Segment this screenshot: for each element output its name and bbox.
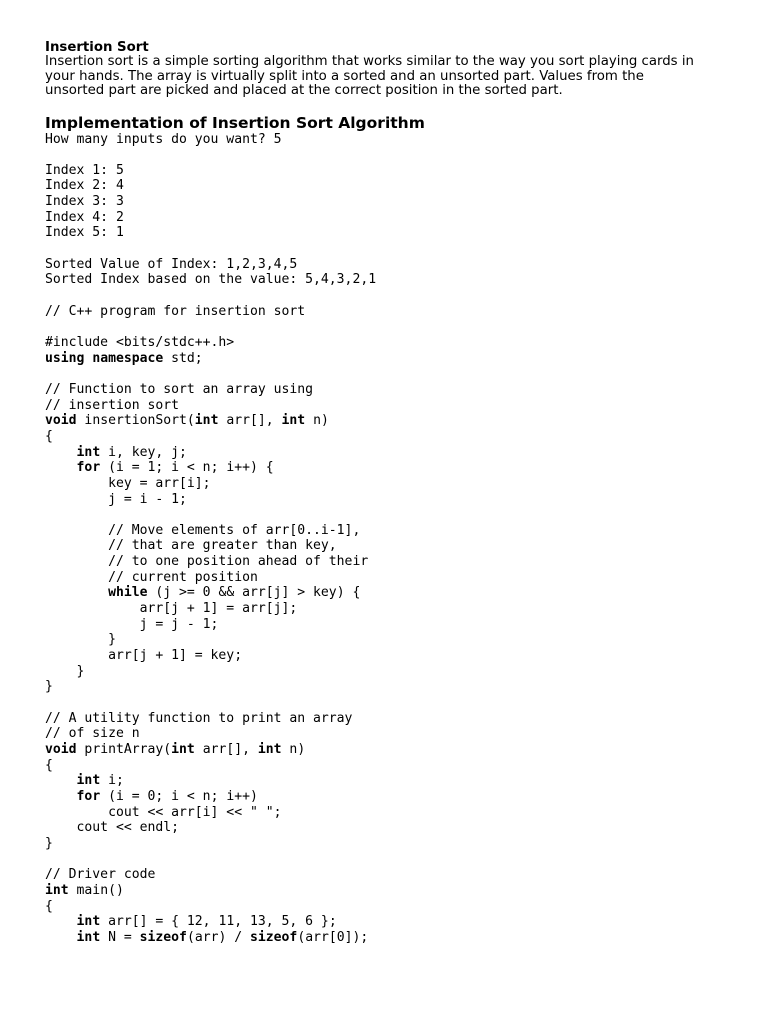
code-text: Index 2: 4 bbox=[45, 178, 124, 194]
code-text bbox=[45, 460, 77, 475]
code-line bbox=[45, 836, 735, 852]
code-text: main() bbox=[68, 882, 124, 898]
code-line bbox=[45, 570, 735, 586]
code-keyword: int bbox=[194, 413, 219, 429]
code-text: } bbox=[45, 835, 53, 851]
code-line bbox=[45, 257, 735, 273]
code-text: n) bbox=[281, 741, 306, 757]
code-line bbox=[45, 867, 735, 883]
code-text: { bbox=[45, 898, 53, 914]
code-keyword: void bbox=[45, 413, 77, 429]
code-text: cout << endl; bbox=[45, 820, 180, 836]
code-text: printArray( bbox=[76, 741, 172, 757]
code-line bbox=[45, 476, 735, 492]
code-text: } bbox=[45, 663, 85, 679]
code-text: // Move elements of arr[0..i-1], bbox=[45, 522, 361, 538]
code-line bbox=[45, 272, 735, 288]
code-text: // that are greater than key, bbox=[45, 538, 337, 554]
code-keyword: int bbox=[171, 741, 195, 757]
code-text: } bbox=[45, 632, 116, 648]
code-text: i, key, j; bbox=[100, 444, 187, 460]
code-line bbox=[45, 147, 735, 163]
code-keyword: int bbox=[257, 741, 282, 757]
code-text: Index 5: 1 bbox=[45, 225, 124, 241]
code-line bbox=[45, 695, 735, 711]
code-line bbox=[45, 773, 735, 789]
code-text: Sorted Index based on the value: 5,4,3,2,1 bbox=[45, 272, 377, 288]
code-text: (arr) / bbox=[186, 929, 251, 945]
code-text: // insertion sort bbox=[45, 397, 180, 413]
code-line bbox=[45, 178, 735, 194]
code-text: cout << arr[i] << " "; bbox=[45, 804, 282, 820]
code-text: arr[], bbox=[218, 413, 282, 429]
code-line bbox=[45, 319, 735, 335]
code-line bbox=[45, 460, 735, 476]
code-text: // of size n bbox=[45, 726, 140, 742]
code-keyword: sizeof bbox=[250, 929, 298, 945]
code-text: std; bbox=[163, 350, 203, 366]
code-text: N = bbox=[100, 929, 140, 945]
code-line bbox=[45, 523, 735, 539]
code-line bbox=[45, 225, 735, 241]
code-line bbox=[45, 742, 735, 758]
code-line bbox=[45, 288, 735, 304]
code-keyword: void bbox=[45, 741, 77, 757]
code-line bbox=[45, 632, 735, 648]
code-text bbox=[45, 445, 77, 460]
code-line bbox=[45, 538, 735, 554]
code-text: Index 3: 3 bbox=[45, 194, 124, 210]
code-text: j = i - 1; bbox=[45, 491, 187, 507]
code-text: arr[], bbox=[194, 741, 258, 757]
code-line bbox=[45, 413, 735, 429]
code-text: // Function to sort an array using bbox=[45, 381, 314, 397]
code-text: arr[] = { 12, 11, 13, 5, 6 }; bbox=[100, 914, 337, 930]
code-text: j = j - 1; bbox=[45, 616, 219, 632]
code-text: n) bbox=[305, 413, 329, 429]
code-line bbox=[45, 194, 735, 210]
code-line bbox=[45, 507, 735, 523]
code-line bbox=[45, 679, 735, 695]
code-text bbox=[45, 930, 77, 945]
code-keyword: for bbox=[76, 460, 101, 476]
code-keyword: int bbox=[76, 914, 101, 930]
code-text: arr[j + 1] = key; bbox=[45, 648, 243, 664]
code-text: How many inputs do you want? 5 bbox=[45, 131, 282, 147]
code-line bbox=[45, 210, 735, 226]
code-text: #include <bits/stdc++.h> bbox=[45, 334, 235, 350]
code-line bbox=[45, 429, 735, 445]
code-line bbox=[45, 601, 735, 617]
code-line bbox=[45, 899, 735, 915]
code-line bbox=[45, 554, 735, 570]
code-line bbox=[45, 711, 735, 727]
code-text: // Driver code bbox=[45, 867, 156, 883]
code-text: // current position bbox=[45, 569, 258, 585]
intro-paragraph: Insertion sort is a simple sorting algorithm that works similar to the way you sort playing cards in your hands. The array is virtually split into a sorted and an unsorted part. Values from the unsorted part are picked and placed at the correct position in the sorted part. bbox=[45, 54, 694, 98]
code-text bbox=[45, 789, 77, 804]
code-line bbox=[45, 163, 735, 179]
code-text: i; bbox=[100, 773, 124, 789]
code-line bbox=[45, 852, 735, 868]
document-page bbox=[45, 40, 735, 946]
code-line bbox=[45, 914, 735, 930]
code-text: arr[j + 1] = arr[j]; bbox=[45, 601, 298, 617]
code-text: // to one position ahead of their bbox=[45, 554, 369, 570]
code-line bbox=[45, 930, 735, 946]
code-text: // C++ program for insertion sort bbox=[45, 303, 306, 319]
code-line bbox=[45, 789, 735, 805]
code-text: Index 1: 5 bbox=[45, 162, 124, 178]
code-text: { bbox=[45, 757, 53, 773]
implementation-heading: Implementation of Insertion Sort Algorithm bbox=[45, 113, 425, 132]
code-text bbox=[45, 914, 77, 929]
code-line bbox=[45, 648, 735, 664]
code-text: (j >= 0 && arr[j] > key) { bbox=[147, 585, 361, 601]
code-text: (i = 1; i < n; i++) { bbox=[100, 460, 274, 476]
code-line bbox=[45, 805, 735, 821]
code-line bbox=[45, 726, 735, 742]
code-line bbox=[45, 492, 735, 508]
code-line bbox=[45, 241, 735, 257]
code-keyword: int bbox=[281, 413, 306, 429]
code-text: (i = 0; i < n; i++) bbox=[100, 788, 258, 804]
code-text: Index 4: 2 bbox=[45, 209, 124, 225]
code-keyword: namespace bbox=[92, 350, 164, 366]
code-text: } bbox=[45, 679, 53, 695]
code-text: insertionSort( bbox=[76, 413, 195, 429]
code-keyword: int bbox=[76, 929, 101, 945]
code-text: { bbox=[45, 428, 53, 444]
intro-title: Insertion Sort bbox=[45, 40, 149, 55]
code-line bbox=[45, 351, 735, 367]
code-line bbox=[45, 366, 735, 382]
code-text bbox=[45, 773, 77, 788]
code-line bbox=[45, 382, 735, 398]
code-text: Sorted Value of Index: 1,2,3,4,5 bbox=[45, 256, 298, 272]
code-line bbox=[45, 132, 735, 148]
code-text bbox=[45, 585, 108, 600]
code-keyword: sizeof bbox=[139, 929, 187, 945]
code-line bbox=[45, 304, 735, 320]
code-line bbox=[45, 820, 735, 836]
code-keyword: for bbox=[76, 788, 101, 804]
code-line bbox=[45, 758, 735, 774]
code-line bbox=[45, 664, 735, 680]
code-keyword: int bbox=[45, 882, 69, 898]
code-text: key = arr[i]; bbox=[45, 475, 211, 491]
code-line bbox=[45, 617, 735, 633]
code-keyword: while bbox=[108, 585, 148, 601]
code-text: // A utility function to print an array bbox=[45, 710, 353, 726]
code-line bbox=[45, 445, 735, 461]
code-keyword: using bbox=[45, 350, 85, 366]
code-line bbox=[45, 883, 735, 899]
code-line bbox=[45, 585, 735, 601]
code-block bbox=[45, 132, 735, 946]
code-keyword: int bbox=[76, 444, 101, 460]
code-text: (arr[0]); bbox=[297, 929, 369, 945]
code-line bbox=[45, 398, 735, 414]
code-line bbox=[45, 335, 735, 351]
code-keyword: int bbox=[76, 773, 101, 789]
